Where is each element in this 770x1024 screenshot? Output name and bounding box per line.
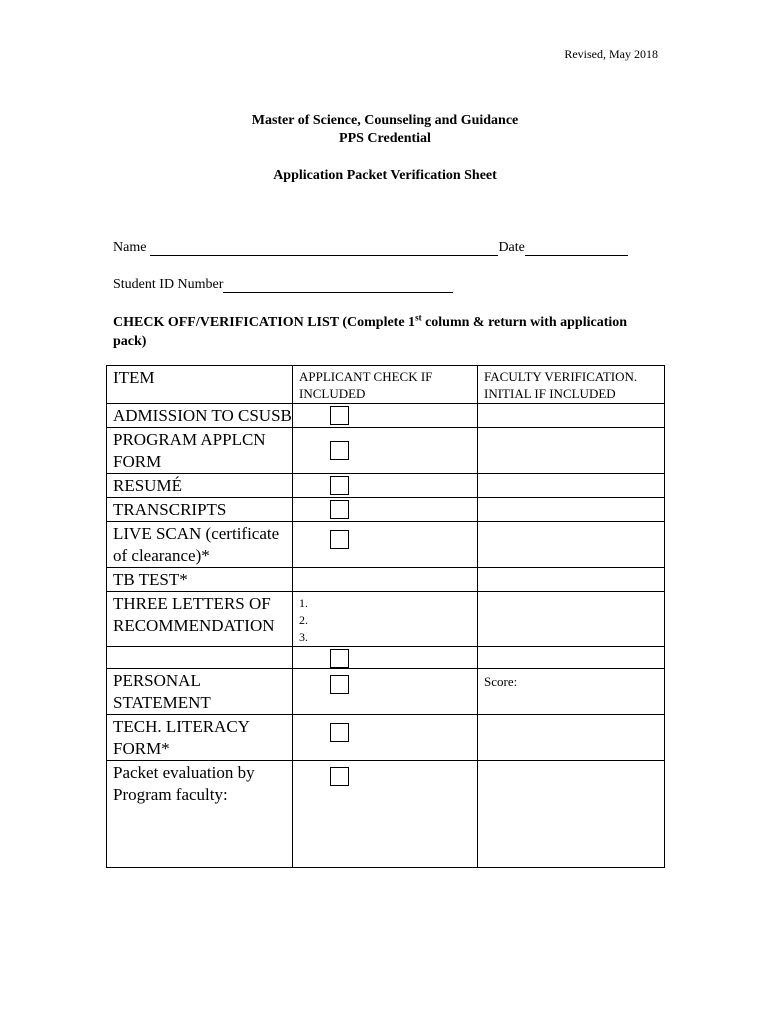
applicant-cell bbox=[293, 715, 478, 761]
program-title: Master of Science, Counseling and Guidance bbox=[251, 113, 519, 128]
item-cell: RESUMÉ bbox=[107, 474, 293, 498]
item-cell: PERSONAL STATEMENT bbox=[107, 669, 293, 715]
blank-row-checkbox[interactable] bbox=[330, 649, 349, 668]
item-cell: ADMISSION TO CSUSB bbox=[107, 404, 293, 428]
personal-statement-checkbox[interactable] bbox=[330, 675, 349, 694]
student-id-field[interactable] bbox=[223, 279, 453, 293]
student-id-row bbox=[113, 277, 453, 293]
applicant-cell bbox=[293, 592, 478, 647]
verification-table bbox=[106, 365, 665, 868]
revision-date: Revised, May 2018 bbox=[564, 47, 658, 61]
applicant-cell bbox=[293, 474, 478, 498]
name-date-row bbox=[113, 240, 628, 256]
checkoff-sup: st bbox=[415, 312, 422, 323]
resume-checkbox[interactable] bbox=[330, 476, 349, 495]
credential-title: PPS Credential bbox=[339, 131, 431, 146]
faculty-cell[interactable] bbox=[478, 669, 665, 715]
applicant-cell bbox=[293, 404, 478, 428]
faculty-cell[interactable] bbox=[478, 474, 665, 498]
faculty-cell[interactable] bbox=[478, 715, 665, 761]
table-row bbox=[107, 568, 665, 592]
applicant-cell bbox=[293, 498, 478, 522]
sheet-title: Application Packet Verification Sheet bbox=[273, 168, 497, 183]
letter-numbers bbox=[299, 592, 477, 646]
checkoff-instructions bbox=[113, 313, 633, 351]
checkoff-suffix: column & return with application pack) bbox=[113, 315, 628, 349]
applicant-cell bbox=[293, 669, 478, 715]
letter-number-1: 1. bbox=[299, 596, 308, 610]
applicant-cell bbox=[293, 428, 478, 474]
tech-literacy-checkbox[interactable] bbox=[330, 723, 349, 742]
transcripts-checkbox[interactable] bbox=[330, 500, 349, 519]
faculty-cell[interactable] bbox=[478, 404, 665, 428]
table-row bbox=[107, 404, 665, 428]
item-header: ITEM bbox=[107, 366, 293, 404]
faculty-cell[interactable] bbox=[478, 761, 665, 868]
score-label: Score: bbox=[484, 674, 518, 689]
student-id-label: Student ID Number bbox=[113, 277, 224, 292]
table-row bbox=[107, 428, 665, 474]
faculty-cell[interactable] bbox=[478, 568, 665, 592]
table-header-row bbox=[107, 366, 665, 404]
item-cell: LIVE SCAN (certificate of clearance)* bbox=[107, 522, 293, 568]
admission-checkbox[interactable] bbox=[330, 406, 349, 425]
faculty-header: FACULTY VERIFICATION. INITIAL IF INCLUDED bbox=[478, 366, 665, 404]
item-cell: TRANSCRIPTS bbox=[107, 498, 293, 522]
table-row bbox=[107, 522, 665, 568]
table-row bbox=[107, 761, 665, 868]
table-row bbox=[107, 647, 665, 669]
item-cell: Packet evaluation by Program faculty: bbox=[107, 761, 293, 868]
item-cell: TECH. LITERACY FORM* bbox=[107, 715, 293, 761]
date-label: Date bbox=[498, 240, 525, 255]
faculty-cell[interactable] bbox=[478, 647, 665, 669]
applicant-cell bbox=[293, 522, 478, 568]
applicant-cell bbox=[293, 761, 478, 868]
packet-evaluation-checkbox[interactable] bbox=[330, 767, 349, 786]
name-field[interactable] bbox=[150, 242, 498, 256]
table-row bbox=[107, 669, 665, 715]
item-cell: THREE LETTERS OF RECOMMENDATION bbox=[107, 592, 293, 647]
live-scan-checkbox[interactable] bbox=[330, 530, 349, 549]
faculty-cell[interactable] bbox=[478, 498, 665, 522]
item-cell bbox=[107, 647, 293, 669]
checkoff-prefix: CHECK OFF/VERIFICATION LIST (Complete 1 bbox=[113, 315, 416, 330]
table-row bbox=[107, 715, 665, 761]
applicant-cell[interactable] bbox=[293, 568, 478, 592]
applicant-cell bbox=[293, 647, 478, 669]
table-row bbox=[107, 592, 665, 647]
program-form-checkbox[interactable] bbox=[330, 441, 349, 460]
faculty-cell[interactable] bbox=[478, 428, 665, 474]
date-field[interactable] bbox=[525, 242, 628, 256]
item-cell: TB TEST* bbox=[107, 568, 293, 592]
letter-number-3: 3. bbox=[299, 630, 308, 644]
letter-number-2: 2. bbox=[299, 613, 308, 627]
faculty-cell[interactable] bbox=[478, 522, 665, 568]
faculty-cell[interactable] bbox=[478, 592, 665, 647]
name-label: Name bbox=[113, 240, 147, 255]
table-row bbox=[107, 474, 665, 498]
applicant-header: APPLICANT CHECK IF INCLUDED bbox=[293, 366, 478, 404]
table-row bbox=[107, 498, 665, 522]
item-cell: PROGRAM APPLCN FORM bbox=[107, 428, 293, 474]
